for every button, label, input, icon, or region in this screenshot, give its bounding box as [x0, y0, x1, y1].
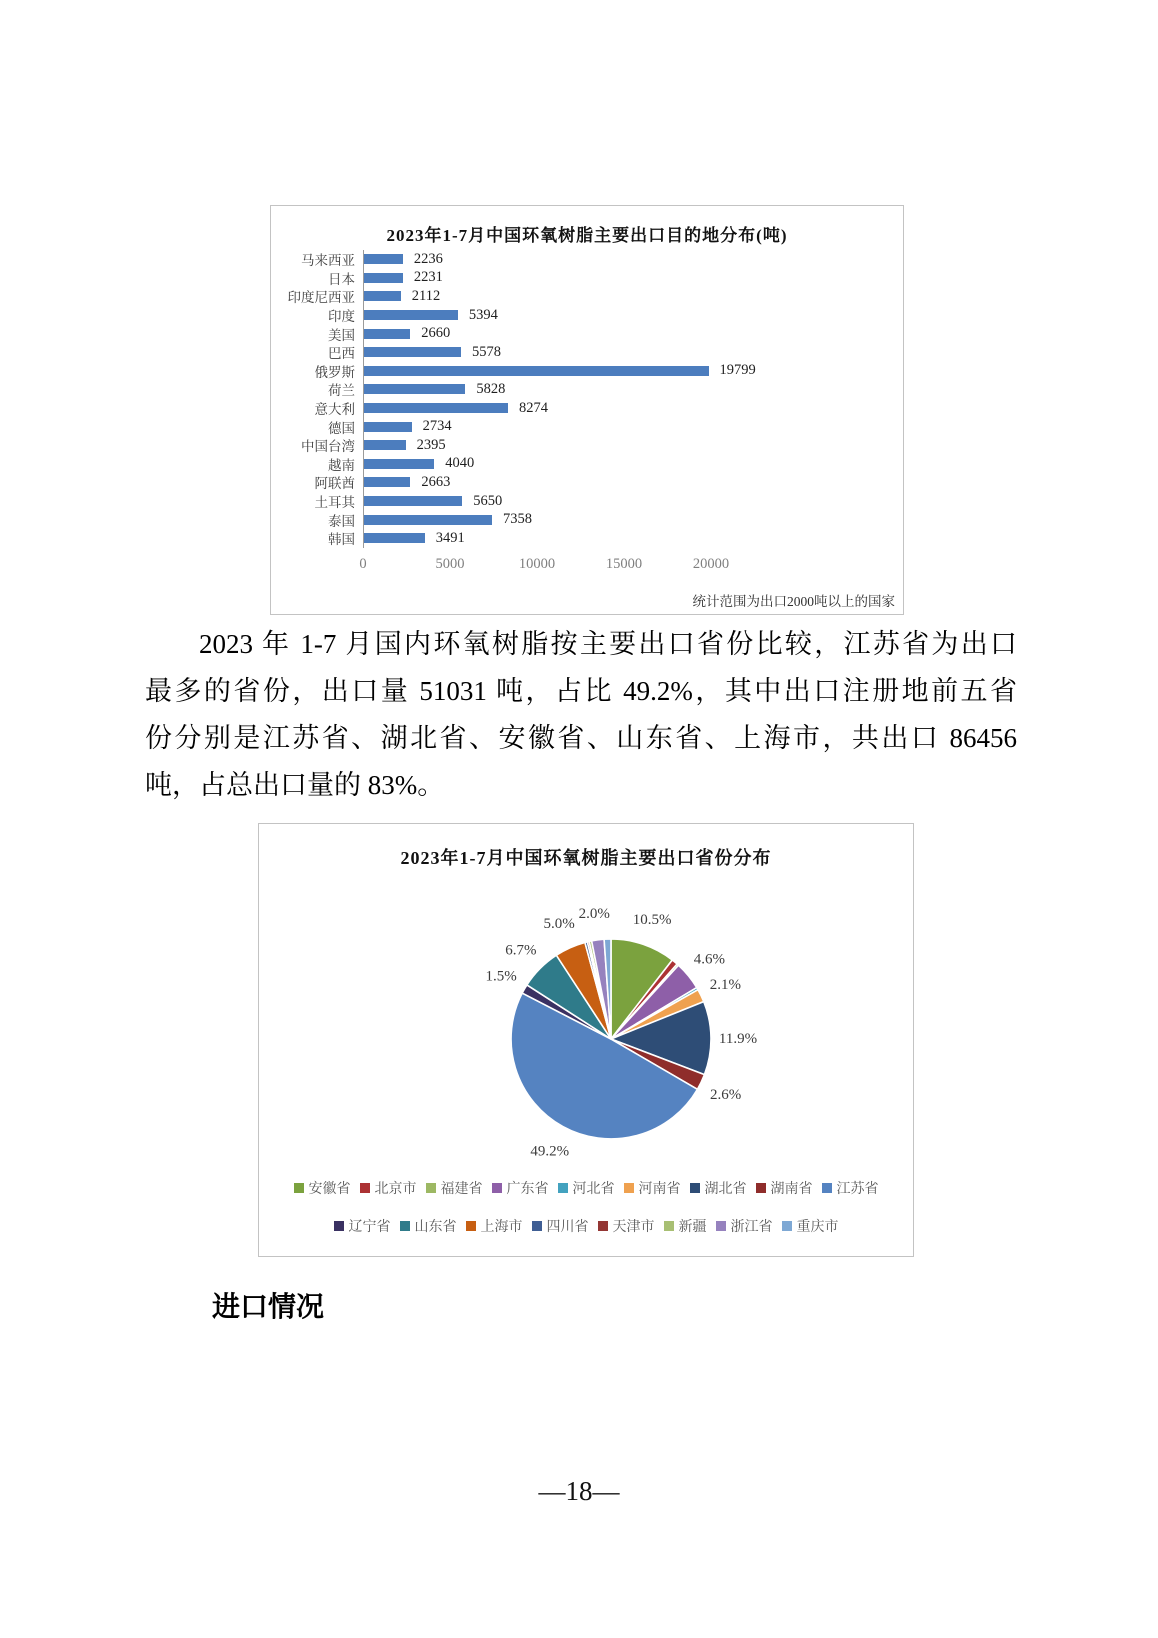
pie-legend-row-1: [259, 1178, 913, 1198]
bar-row: [277, 399, 897, 418]
legend-label: 湖南省: [770, 1182, 813, 1197]
x-axis-tick-label: 10000: [518, 556, 556, 572]
bar-track: [363, 455, 897, 474]
bar-row: [277, 492, 897, 511]
bar-category-label: 日本: [328, 271, 355, 287]
legend-item: [598, 1216, 655, 1236]
pie-percent-label: 10.5%: [632, 911, 672, 928]
pie-percent-label: 4.6%: [693, 951, 726, 968]
legend-label: 天津市: [612, 1220, 655, 1235]
legend-label: 四川省: [546, 1220, 589, 1235]
bar: [364, 310, 458, 320]
bar-track: [363, 399, 897, 418]
bar-track: [363, 250, 897, 269]
paragraph-line: 2023 年 1-7 月国内环氧树脂按主要出口省份比较，江苏省为出口: [199, 629, 1017, 659]
bar-row: [277, 380, 897, 399]
paragraph-line: 份分别是江苏省、湖北省、安徽省、山东省、上海市，共出口 86456: [145, 723, 1017, 753]
export-destinations-bar-chart: [270, 205, 904, 615]
bar: [364, 422, 412, 432]
legend-color-marker: [716, 1221, 726, 1231]
bar-category-label: 俄罗斯: [314, 364, 355, 380]
bar: [364, 459, 434, 469]
legend-label: 山东省: [414, 1220, 457, 1235]
legend-label: 辽宁省: [348, 1220, 391, 1235]
body-paragraph: [145, 621, 1017, 809]
bar-category-label: 韩国: [328, 532, 355, 548]
bar-track: [363, 436, 897, 455]
legend-label: 浙江省: [730, 1220, 773, 1235]
legend-item: [624, 1178, 681, 1198]
pie-legend-row-2: [259, 1216, 913, 1236]
legend-item: [664, 1216, 707, 1236]
legend-item: [690, 1178, 747, 1198]
bar: [364, 477, 410, 487]
bar-track: [363, 362, 897, 381]
bar-track: [363, 492, 897, 511]
bar-value-label: 5578: [472, 343, 502, 360]
x-axis-tick-label: 5000: [435, 556, 465, 572]
legend-item: [756, 1178, 813, 1198]
bar-value-label: 2112: [411, 287, 441, 304]
page-number: —18—: [538, 1476, 620, 1506]
bar-row: [277, 343, 897, 362]
pie-percent-label: 49.2%: [530, 1143, 570, 1160]
bar-track: [363, 306, 897, 325]
bar-row: [277, 324, 897, 343]
bar: [364, 440, 406, 450]
bar-category-label: 巴西: [328, 346, 355, 362]
pie-percent-label: 2.0%: [578, 906, 610, 923]
bar: [364, 384, 465, 394]
bar: [364, 496, 462, 506]
bar-value-label: 2660: [421, 325, 451, 342]
bar-category-label: 意大利: [314, 402, 355, 418]
pie-percent-label: 1.5%: [485, 968, 517, 985]
legend-item: [400, 1216, 457, 1236]
bar-category-label: 马来西亚: [301, 253, 355, 269]
legend-color-marker: [466, 1221, 476, 1231]
bar-row: [277, 473, 897, 492]
pie-percent-label: 5.0%: [543, 916, 575, 933]
bar-category-label: 美国: [328, 327, 355, 343]
bar-plot-area: [277, 250, 897, 548]
legend-color-marker: [690, 1183, 700, 1193]
legend-label: 上海市: [480, 1220, 523, 1235]
bar-value-label: 2734: [422, 418, 452, 435]
legend-item: [532, 1216, 589, 1236]
legend-label: 河南省: [638, 1182, 681, 1197]
bar: [364, 273, 403, 283]
bar: [364, 533, 425, 543]
bar-value-label: 2231: [413, 269, 443, 286]
legend-color-marker: [294, 1183, 304, 1193]
bar-track: [363, 510, 897, 529]
pie-percent-label: 11.9%: [718, 1030, 758, 1047]
bar-category-label: 越南: [328, 457, 355, 473]
legend-label: 湖北省: [704, 1182, 747, 1197]
legend-label: 福建省: [440, 1182, 483, 1197]
legend-item: [558, 1178, 615, 1198]
legend-color-marker: [782, 1221, 792, 1231]
legend-item: [360, 1178, 417, 1198]
legend-item: [716, 1216, 773, 1236]
bar-category-label: 德国: [328, 420, 355, 436]
pie-percent-label: 6.7%: [505, 942, 537, 959]
x-axis-tick-label: 20000: [692, 556, 730, 572]
bar-value-label: 7358: [503, 511, 533, 528]
bar-value-label: 2663: [421, 473, 451, 490]
bar-value-label: 4040: [445, 455, 475, 472]
legend-color-marker: [624, 1183, 634, 1193]
legend-item: [294, 1178, 351, 1198]
legend-label: 江苏省: [836, 1182, 879, 1197]
bar-track: [363, 343, 897, 362]
bar-track: [363, 380, 897, 399]
legend-color-marker: [822, 1183, 832, 1193]
legend-color-marker: [360, 1183, 370, 1193]
bar-row: [277, 510, 897, 529]
bar-value-label: 2395: [416, 436, 446, 453]
bar-category-label: 阿联酋: [314, 476, 355, 492]
bar-chart-title: 2023年1-7月中国环氧树脂主要出口目的地分布(吨): [386, 226, 788, 245]
bar: [364, 291, 401, 301]
bar-row: [277, 417, 897, 436]
legend-item: [426, 1178, 483, 1198]
pie-percent-label: 2.6%: [709, 1086, 742, 1103]
bar-track: [363, 287, 897, 306]
bar-category-label: 土耳其: [314, 495, 355, 511]
x-axis-tick-label: 15000: [605, 556, 643, 572]
export-provinces-pie-chart: [258, 823, 914, 1257]
legend-item: [492, 1178, 549, 1198]
legend-item: [334, 1216, 391, 1236]
legend-color-marker: [492, 1183, 502, 1193]
legend-color-marker: [558, 1183, 568, 1193]
bar-row: [277, 250, 897, 269]
paragraph-line: 吨，占总出口量的 83%。: [145, 770, 445, 800]
bar: [364, 329, 410, 339]
legend-item: [782, 1216, 839, 1236]
pie-percent-label: 2.1%: [709, 976, 742, 993]
section-heading: 进口情况: [212, 1292, 325, 1323]
bar-value-label: 5828: [476, 380, 506, 397]
bar-row: [277, 306, 897, 325]
bar-track: [363, 324, 897, 343]
bar-category-label: 印度: [328, 309, 355, 325]
legend-color-marker: [400, 1221, 410, 1231]
bar-value-label: 19799: [719, 362, 756, 379]
bar: [364, 515, 492, 525]
legend-label: 河北省: [572, 1182, 615, 1197]
legend-color-marker: [756, 1183, 766, 1193]
bar: [364, 366, 709, 376]
bar-category-label: 印度尼西亚: [287, 290, 355, 306]
legend-label: 重庆市: [796, 1220, 839, 1235]
bar-x-axis: [277, 556, 897, 576]
bar-category-label: 泰国: [328, 513, 355, 529]
pie-plot-area: [259, 862, 913, 1174]
bar-value-label: 5394: [468, 306, 498, 323]
bar-value-label: 5650: [473, 492, 503, 509]
legend-color-marker: [532, 1221, 542, 1231]
legend-item: [466, 1216, 523, 1236]
paragraph-line: 最多的省份，出口量 51031 吨，占比 49.2%，其中出口注册地前五省: [145, 676, 1017, 706]
legend-label: 北京市: [374, 1182, 417, 1197]
bar-row: [277, 436, 897, 455]
bar-track: [363, 529, 897, 548]
legend-label: 广东省: [506, 1182, 549, 1197]
bar-row: [277, 269, 897, 288]
bar-value-label: 8274: [518, 399, 548, 416]
legend-label: 安徽省: [308, 1182, 351, 1197]
bar-track: [363, 473, 897, 492]
bar-category-label: 荷兰: [328, 383, 355, 399]
pie-chart-title: 2023年1-7月中国环氧树脂主要出口省份分布: [400, 848, 772, 868]
bar-category-label: 中国台湾: [301, 439, 355, 455]
bar-value-label: 2236: [413, 250, 443, 267]
bar: [364, 403, 508, 413]
legend-color-marker: [664, 1221, 674, 1231]
legend-item: [822, 1178, 879, 1198]
bar-track: [363, 269, 897, 288]
bar-row: [277, 362, 897, 381]
bar-row: [277, 287, 897, 306]
bar: [364, 347, 461, 357]
legend-color-marker: [598, 1221, 608, 1231]
bar-row: [277, 529, 897, 548]
legend-color-marker: [426, 1183, 436, 1193]
bar: [364, 254, 403, 264]
bar-row: [277, 455, 897, 474]
bar-chart-footnote: 统计范围为出口2000吨以上的国家: [692, 594, 895, 609]
bar-track: [363, 417, 897, 436]
x-axis-tick-label: 0: [359, 556, 367, 572]
bar-value-label: 3491: [435, 529, 465, 546]
legend-label: 新疆: [678, 1220, 707, 1235]
legend-color-marker: [334, 1221, 344, 1231]
